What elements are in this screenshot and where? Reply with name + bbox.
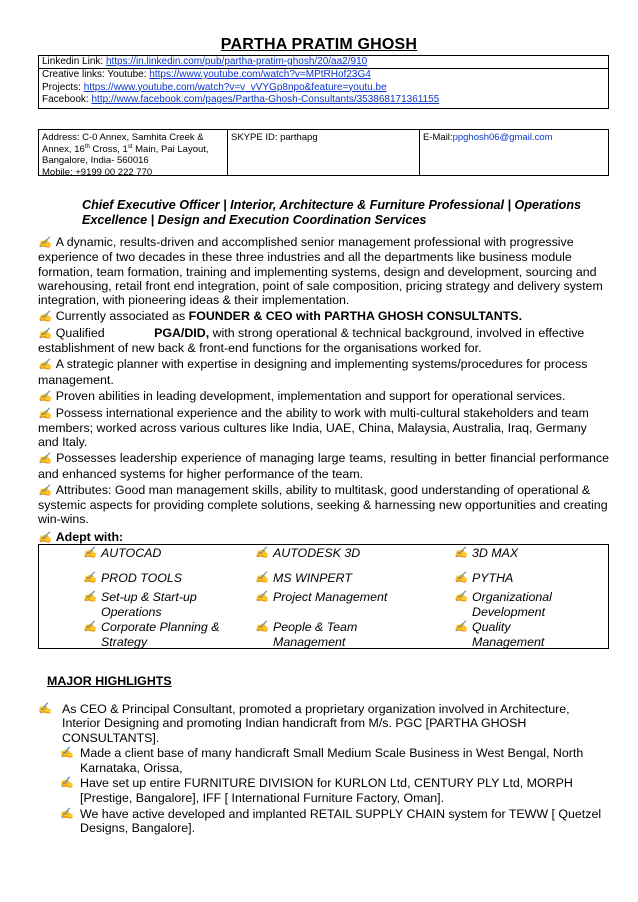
summary-text: Proven abilities in leading development, implementation and support for operational services. [55, 388, 566, 403]
writing-hand-icon: ✍ [255, 547, 269, 559]
writing-hand-icon: ✍ [38, 311, 52, 324]
summary-text: A dynamic, results-driven and accomplished senior management professional with progressive experience of two decades in these three industries and all the departments like business module formation, team formation, training and implementing systems, design and development, sourcing and warehousing, retail front end integration, point of sale composition, pricing strategy and delivery system integration, with pioneering ideas & their implementation. [38, 235, 603, 308]
projects-row [39, 82, 608, 95]
skill-label-line: MS WINPERT [273, 571, 352, 585]
summary-paragraph [38, 483, 609, 527]
links-box [38, 55, 609, 109]
writing-hand-icon: ✍ [38, 328, 52, 341]
summary-paragraph [38, 309, 609, 324]
facebook-link[interactable]: http://www.facebook.com/pages/Partha-Ghosh-Consultants/353868171361155 [91, 94, 440, 105]
skill-label [273, 546, 360, 561]
writing-hand-icon: ✍ [38, 453, 53, 466]
skill-label [472, 571, 513, 586]
skill-label [472, 620, 544, 649]
skill-label [101, 571, 182, 586]
skill-label [472, 546, 518, 561]
writing-hand-icon: ✍ [60, 807, 74, 820]
skype-cell [228, 130, 420, 175]
summary-paragraph [38, 406, 609, 450]
linkedin-link[interactable]: https://in.linkedin.com/pub/partha-pratim-ghosh/20/aa2/910 [105, 56, 368, 67]
address-part: Cross, 1 [89, 143, 128, 155]
skills-table [38, 544, 609, 649]
skill-label-line: Development [472, 604, 546, 619]
summary-paragraph [38, 235, 609, 307]
skill-label-line: Management [273, 634, 346, 649]
skill-item [83, 590, 197, 619]
summary-paragraph [38, 326, 609, 356]
writing-hand-icon: ✍ [454, 621, 468, 633]
skill-label-line: AUTOCAD [101, 546, 162, 560]
summary-text: A strategic planner with expertise in designing and implementing systems/procedures for process management. [38, 357, 588, 387]
linkedin-row [39, 56, 608, 69]
writing-hand-icon: ✍ [60, 747, 74, 760]
skill-label [273, 590, 387, 605]
address-sup: st [127, 143, 133, 150]
highlight-subitem [60, 746, 609, 775]
writing-hand-icon: ✍ [38, 484, 52, 497]
facebook-row [39, 94, 608, 107]
summary-text: Qualified [55, 326, 109, 341]
writing-hand-icon: ✍ [38, 237, 52, 249]
skill-label [101, 546, 161, 561]
summary-bold: FOUNDER & CEO with PARTHA GHOSH CONSULTANTS. [188, 309, 523, 324]
skill-item [255, 571, 352, 586]
skill-label-line: People & Team [273, 620, 358, 634]
summary-text: Possess international experience and the ability to work with multi-cultural stakeholders and team members; worked across various cultures like India, UAE, China, Malaysia, Australia, Iraq, Germany and Italy. [38, 405, 589, 450]
writing-hand-icon: ✍ [38, 390, 52, 403]
writing-hand-icon: ✍ [83, 591, 97, 603]
skill-label-line: AUTODESK 3D [273, 546, 361, 560]
email-cell [420, 130, 608, 175]
skill-label-line: Strategy [101, 634, 148, 649]
skill-label-line: Organizational [472, 590, 552, 604]
writing-hand-icon: ✍ [454, 547, 468, 559]
address-sup: th [84, 143, 90, 150]
summary-paragraph [38, 389, 609, 404]
highlight-item [38, 702, 609, 745]
facebook-label: Facebook: [42, 94, 92, 105]
writing-hand-icon: ✍ [38, 407, 52, 420]
skype-text: SKYPE ID: parthapg [231, 132, 318, 143]
writing-hand-icon: ✍ [83, 572, 97, 584]
highlight-subtext: Made a client base of many handicraft Small Medium Scale Business in West Bengal, North Karnataka, Orissa, [80, 746, 584, 775]
skill-label-line: PYTHA [472, 571, 514, 585]
summary-text: Possesses leadership experience of managing large teams, resulting in better financial performance and enhanced systems for higher performance of the team. [38, 451, 609, 481]
summary-text: with strong operational & technical background, involved in effective establishment of new back & front-end functions for the organisations worked for. [38, 326, 585, 356]
highlight-subitem [60, 776, 609, 805]
youtube-link[interactable]: https://www.youtube.com/watch?v=MPtRHof23G4 [149, 69, 371, 80]
highlights-section [38, 702, 609, 835]
email-link[interactable]: ppghosh06@gmail.com [452, 132, 553, 143]
writing-hand-icon: ✍ [255, 621, 269, 633]
skill-label-line: Project Management [273, 590, 388, 604]
skill-label [101, 620, 219, 649]
address-part: Main, Pai Layout, Bangalore, India- 560016 [42, 143, 209, 166]
address-cell [39, 130, 228, 178]
highlight-subtext: Have set up entire FURNITURE DIVISION for KURLON Ltd, CENTURY PLY Ltd, MORPH [Prestige, Bangalore], IFF [ International Furniture Factory, Oman]. [80, 776, 573, 805]
skill-item [454, 571, 513, 586]
skill-item [255, 590, 387, 605]
highlight-subitem [60, 807, 609, 836]
skill-label-line: 3D MAX [472, 546, 519, 560]
writing-hand-icon: ✍ [38, 532, 52, 544]
skill-label [273, 571, 352, 586]
skill-label-line: Quality [472, 620, 511, 634]
writing-hand-icon: ✍ [83, 621, 97, 633]
summary-text: Currently associated as [55, 309, 189, 324]
projects-label: Projects: [42, 81, 84, 93]
address-part: Address: C-0 Annex, Samhita Creek & Annex, 16 [42, 132, 204, 155]
skill-item [454, 546, 518, 561]
skill-item [255, 620, 357, 649]
highlights-heading: MAJOR HIGHLIGHTS [47, 674, 172, 688]
skill-item [83, 620, 219, 649]
writing-hand-icon: ✍ [83, 547, 97, 559]
adept-heading [38, 530, 123, 544]
writing-hand-icon: ✍ [38, 703, 52, 715]
summary-text: Attributes: Good man management skills, ability to multitask, good understanding of operational & systemic aspects for providing complete solutions, seeking & harnessing new opportunities and creating win-wins. [38, 482, 608, 527]
address-text [42, 132, 209, 166]
skill-label-line: Corporate Planning & [101, 620, 220, 634]
summary-bold: PGA/DID, [154, 326, 210, 341]
writing-hand-icon: ✍ [255, 572, 269, 584]
skill-item [255, 546, 360, 561]
page-title: PARTHA PRATIM GHOSH [220, 36, 418, 53]
skill-label [273, 620, 357, 649]
highlight-text: As CEO & Principal Consultant, promoted a proprietary organization involved in Architecture, Interior Designing and promoting Indian handicraft from M/s. PGC [PARTHA GHOSH CONSULTANTS]. [62, 702, 570, 745]
skill-label-line: Management [472, 634, 545, 649]
adept-label: Adept with: [55, 530, 124, 544]
skill-label-line: Set-up & Start-up [101, 590, 197, 604]
skill-item [454, 590, 552, 619]
youtube-row [39, 69, 608, 82]
skill-label-line: Operations [101, 604, 162, 619]
projects-link[interactable]: https://www.youtube.com/watch?v=v_vVYGp8npo&feature=youtu.be [83, 81, 387, 93]
summary-paragraph [38, 357, 609, 387]
summary-section [38, 235, 609, 528]
email-label: E-Mail: [423, 132, 453, 143]
headline: Chief Executive Officer | Interior, Architecture & Furniture Professional | Operations Excellence | Design and Execution Coordination Services [82, 198, 582, 227]
writing-hand-icon: ✍ [255, 591, 269, 603]
skill-label [472, 590, 552, 619]
highlight-subtext: We have active developed and implanted RETAIL SUPPLY CHAIN system for TEWW [ Quetzel Designs, Bangalore]. [80, 806, 602, 835]
writing-hand-icon: ✍ [454, 572, 468, 584]
linkedin-label: Linkedin Link: [42, 56, 106, 67]
skill-label-line: PROD TOOLS [101, 571, 183, 585]
mobile-text: Mobile: +9199 00 222 770 [42, 166, 153, 178]
skill-label [101, 590, 197, 619]
writing-hand-icon: ✍ [60, 777, 74, 790]
writing-hand-icon: ✍ [38, 359, 52, 372]
writing-hand-icon: ✍ [454, 591, 468, 603]
summary-paragraph [38, 451, 609, 481]
contact-table [38, 129, 609, 176]
skill-item [454, 620, 544, 649]
skill-item [83, 571, 182, 586]
creative-label: Creative links: Youtube: [42, 69, 150, 80]
skill-item [83, 546, 161, 561]
